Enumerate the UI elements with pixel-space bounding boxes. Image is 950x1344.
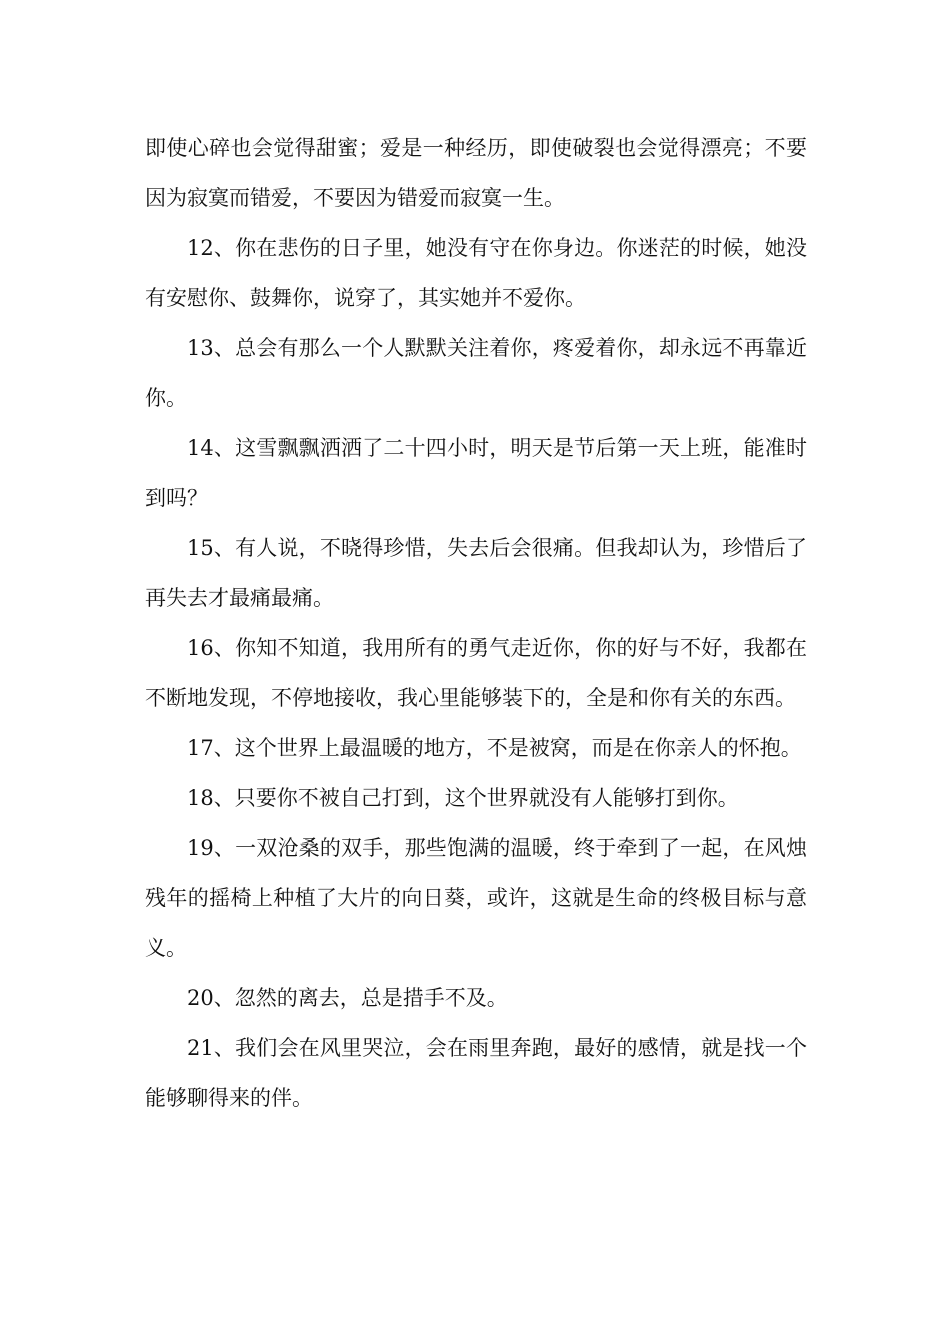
paragraph-13: 13、总会有那么一个人默默关注着你，疼爱着你，却永远不再靠近你。 xyxy=(145,336,807,410)
paragraph-20: 20、忽然的离去，总是措手不及。 xyxy=(187,986,508,1010)
paragraph-12: 12、你在悲伤的日子里，她没有守在你身边。你迷茫的时候，她没有安慰你、鼓舞你，说穿了，其实她并不爱你。 xyxy=(145,236,807,310)
paragraph-21: 21、我们会在风里哭泣，会在雨里奔跑，最好的感情，就是找一个能够聊得来的伴。 xyxy=(145,1036,807,1110)
paragraph-19: 19、一双沧桑的双手，那些饱满的温暖，终于牵到了一起，在风烛残年的摇椅上种植了大片的向日葵，或许，这就是生命的终极目标与意义。 xyxy=(145,836,807,960)
document-page xyxy=(145,123,807,1123)
paragraph-continuation: 即使心碎也会觉得甜蜜；爱是一种经历，即使破裂也会觉得漂亮；不要因为寂寞而错爱，不要因为错爱而寂寞一生。 xyxy=(145,136,807,210)
paragraph-14: 14、这雪飘飘洒洒了二十四小时，明天是节后第一天上班，能准时到吗？ xyxy=(145,436,807,510)
paragraph-18: 18、只要你不被自己打到，这个世界就没有人能够打到你。 xyxy=(187,786,739,810)
paragraph-16: 16、你知不知道，我用所有的勇气走近你，你的好与不好，我都在不断地发现，不停地接收，我心里能够装下的，全是和你有关的东西。 xyxy=(145,636,807,710)
paragraph-17: 17、这个世界上最温暖的地方，不是被窝，而是在你亲人的怀抱。 xyxy=(187,736,802,760)
paragraph-15: 15、有人说，不晓得珍惜，失去后会很痛。但我却认为，珍惜后了再失去才最痛最痛。 xyxy=(145,536,807,610)
